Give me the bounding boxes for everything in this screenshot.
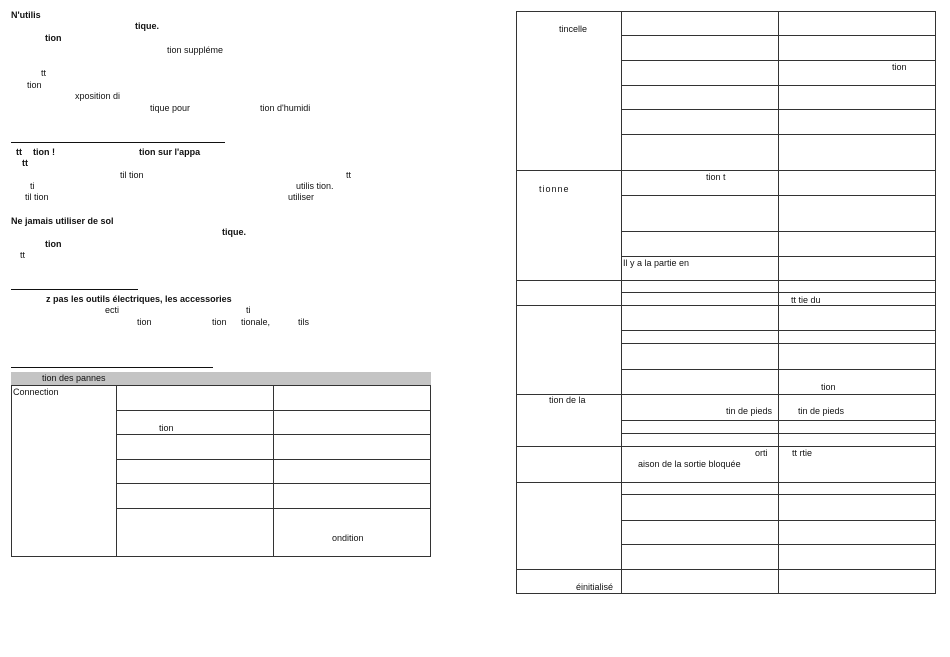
para1-text: tique pour [150, 103, 191, 113]
table-cell: ondition [332, 533, 364, 543]
para1-text: tique. [135, 21, 159, 31]
table-cell: aison de la sortie bloquée [638, 459, 741, 469]
table-cell: tt rtie [792, 448, 813, 458]
row-divider [621, 195, 936, 196]
row-divider [621, 330, 936, 331]
para2-text: tion ! [33, 147, 55, 157]
row-divider [621, 520, 936, 521]
section-divider [11, 367, 213, 368]
para2-text: ti [30, 181, 35, 191]
row-divider [621, 494, 936, 495]
row-divider [116, 410, 431, 411]
para4-title: z pas les outils électriques, les accessories [46, 294, 232, 304]
row-divider [116, 434, 431, 435]
row-divider [116, 508, 431, 509]
para2-text: utilis tion. [296, 181, 334, 191]
group-label: tionne [539, 184, 570, 194]
row-divider [621, 343, 936, 344]
group-label: éinitialisé [576, 582, 614, 592]
group-divider [516, 170, 936, 171]
row-divider [621, 292, 936, 293]
row-divider [116, 459, 431, 460]
section-divider [11, 289, 138, 290]
group-divider [516, 569, 936, 570]
para4-text: tion [212, 317, 227, 327]
row-divider [621, 60, 936, 61]
row-divider [621, 134, 936, 135]
row-divider [621, 35, 936, 36]
group-divider [516, 305, 936, 306]
para2-text: tion sur l'appa [139, 147, 201, 157]
para1-title: N'utilis [11, 10, 41, 20]
table-cell: Il y a la partie en [623, 258, 690, 268]
para2-text: utiliser [288, 192, 315, 202]
column-divider [621, 11, 622, 594]
para1-text: tion [45, 33, 62, 43]
row-divider [621, 85, 936, 86]
para2-text: tt [346, 170, 352, 180]
para1-text: tion [27, 80, 42, 90]
row-divider [621, 109, 936, 110]
table-cell: tion t [706, 172, 726, 182]
group-label: tincelle [559, 24, 588, 34]
para2-text: tt [16, 147, 22, 157]
section-divider [11, 142, 225, 143]
para1-text: xposition di [75, 91, 121, 101]
row-label: Connection [13, 387, 59, 397]
para3-text: tique. [222, 227, 246, 237]
para1-text: tion suppléme [167, 45, 224, 55]
column-divider [778, 11, 779, 594]
para4-text: tils [298, 317, 309, 327]
para4-text: tion [137, 317, 152, 327]
para2-text: til tion [120, 170, 144, 180]
para2-text: tt [22, 158, 28, 168]
para4-text: ti [246, 305, 251, 315]
row-divider [621, 544, 936, 545]
table-cell: tin de pieds [726, 406, 773, 416]
para1-text: tion d'humidi [260, 103, 311, 113]
row-divider [116, 483, 431, 484]
row-divider [621, 369, 936, 370]
para4-text: tionale, [241, 317, 271, 327]
para4-text: ecti [105, 305, 120, 315]
group-divider [516, 482, 936, 483]
group-divider [516, 280, 936, 281]
row-divider [621, 256, 936, 257]
table-cell: tion [821, 382, 836, 392]
table-cell: tt tie du [791, 295, 821, 305]
group-divider [516, 446, 936, 447]
table-header-label: tion des pannes [42, 373, 106, 383]
para1-text: tt [41, 68, 47, 78]
table-cell: tion [159, 423, 174, 433]
para3-text: tion [45, 239, 62, 249]
table-cell: tion [892, 62, 907, 72]
row-divider [621, 231, 936, 232]
para3-title: Ne jamais utiliser de sol [11, 216, 114, 226]
para2-text: til tion [25, 192, 49, 202]
group-label: tion de la [549, 395, 586, 405]
row-divider [621, 420, 936, 421]
para3-text: tt [20, 250, 26, 260]
table-cell: tin de pieds [798, 406, 845, 416]
table-frame [516, 11, 936, 594]
table-cell: orti [755, 448, 768, 458]
row-divider [621, 433, 936, 434]
